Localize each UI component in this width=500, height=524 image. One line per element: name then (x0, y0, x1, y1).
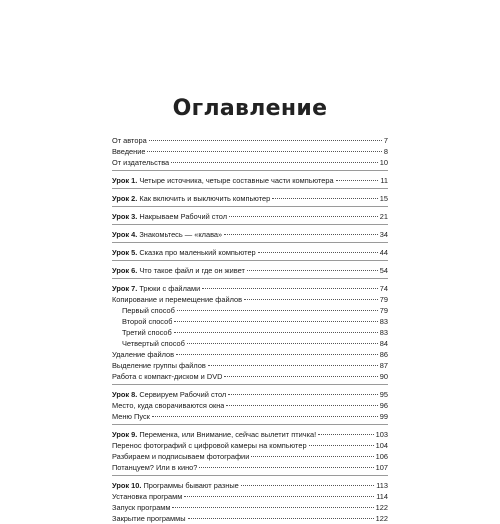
dot-leader (202, 288, 378, 289)
toc-entry (112, 229, 388, 240)
toc-entry (112, 338, 388, 349)
toc-page-number: 84 (379, 339, 388, 348)
toc-entry-text: Знакомьтесь — «клава» (139, 230, 223, 239)
dot-leader (309, 445, 374, 446)
toc-page-number: 83 (379, 328, 388, 337)
dot-leader (241, 485, 374, 486)
toc-entry-text: Запуск программ (112, 503, 171, 512)
section-divider (112, 170, 388, 173)
toc-entry-label (112, 440, 307, 451)
toc-entry-text: Меню Пуск (112, 412, 150, 421)
toc-entry-label (112, 462, 197, 473)
toc-entry-text: Трюки с файлами (139, 284, 201, 293)
toc-entry-label (112, 400, 224, 411)
toc-entry-text: Как включить и выключить компьютер (139, 194, 271, 203)
dot-leader (208, 365, 378, 366)
toc-entry-label (112, 294, 242, 305)
dot-leader (184, 496, 374, 497)
toc-entry (112, 371, 388, 382)
toc-entry (112, 491, 388, 502)
toc-entry-label (112, 389, 226, 400)
lesson-number: Урок 7. (112, 284, 138, 293)
dot-leader (149, 140, 382, 141)
lesson-number: Урок 1. (112, 176, 138, 185)
page-title: Оглавление (172, 96, 328, 121)
section-divider (112, 224, 388, 227)
toc-entry-text: Сказка про маленький компьютер (139, 248, 256, 257)
toc-entry (112, 294, 388, 305)
toc-entry (112, 193, 388, 204)
toc-entry-label (112, 146, 145, 157)
section-divider (112, 206, 388, 209)
toc-page-number: 11 (380, 176, 388, 185)
toc-entry-text: Работа с компакт-диском и DVD (112, 372, 223, 381)
toc-page-number: 44 (379, 248, 388, 257)
toc-entry-label (112, 193, 270, 204)
toc-page-number: 106 (375, 452, 388, 461)
toc-entry (112, 135, 388, 146)
lesson-number: Урок 3. (112, 212, 138, 221)
toc-entry-label (122, 327, 172, 338)
toc-entry-text: Копирование и перемещение файлов (112, 295, 243, 304)
toc-entry (112, 389, 388, 400)
dot-leader (247, 270, 378, 271)
toc-page-number: 90 (379, 372, 388, 381)
toc-page-number: 74 (379, 284, 388, 293)
toc-entry-text: Сервируем Рабочий стол (139, 390, 227, 399)
toc-page-number: 104 (375, 441, 388, 450)
dot-leader (228, 394, 378, 395)
toc-entry-text: Что такое файл и где он живет (139, 266, 245, 275)
toc-entry-text: Второй способ (122, 317, 173, 326)
dot-leader (188, 518, 374, 519)
dot-leader (244, 299, 378, 300)
toc-entry (112, 502, 388, 513)
toc-entry-text: Выделение группы файлов (112, 361, 206, 370)
lesson-number: Урок 10. (112, 481, 142, 490)
toc-entry-label (112, 211, 227, 222)
toc-entry (112, 462, 388, 473)
toc-page-number: 103 (375, 430, 388, 439)
dot-leader (176, 354, 378, 355)
toc-page-number: 122 (375, 503, 388, 512)
dot-leader (272, 198, 378, 199)
toc-entry (112, 349, 388, 360)
section-divider (112, 188, 388, 191)
dot-leader (174, 332, 378, 333)
toc-entry-label (112, 502, 170, 513)
toc-entry-label (112, 371, 222, 382)
toc-entry-text: Переменка, или Внимание, сейчас вылетит птичка! (139, 430, 317, 439)
toc-entry-label (112, 157, 169, 168)
section-divider (112, 242, 388, 245)
lesson-number: Урок 4. (112, 230, 138, 239)
dot-leader (224, 234, 378, 235)
toc-entry-text: Перенос фотографий с цифровой камеры на компьютер (112, 441, 307, 450)
dot-leader (251, 456, 373, 457)
dot-leader (199, 467, 373, 468)
toc-entry-label (112, 491, 182, 502)
toc-page-number: 15 (379, 194, 388, 203)
toc-entry (112, 480, 388, 491)
toc-page-number: 113 (376, 481, 388, 490)
toc-page-number: 95 (379, 390, 388, 399)
toc-entry-text: Накрываем Рабочий стол (139, 212, 228, 221)
toc-entry-text: От автора (112, 136, 147, 145)
toc-page-number: 21 (379, 212, 388, 221)
toc-page-number: 10 (379, 158, 388, 167)
dot-leader (226, 405, 377, 406)
toc-entry-label (112, 349, 174, 360)
toc-entry-text: Установка программ (112, 492, 183, 501)
toc-page-number: 114 (376, 492, 388, 501)
toc-entry-label (112, 480, 239, 491)
toc-entry (112, 327, 388, 338)
toc-page-number: 96 (379, 401, 388, 410)
lesson-number: Урок 9. (112, 430, 138, 439)
toc-entry (112, 513, 388, 524)
toc-entry (112, 411, 388, 422)
toc-page-number: 83 (379, 317, 388, 326)
lesson-number: Урок 2. (112, 194, 138, 203)
toc-entry (112, 146, 388, 157)
section-divider (112, 475, 388, 478)
toc-entry (112, 316, 388, 327)
dot-leader (172, 507, 373, 508)
toc-entry (112, 175, 388, 186)
section-divider (112, 424, 388, 427)
toc-page-number: 79 (379, 306, 388, 315)
toc-entry-text: Четыре источника, четыре составные части компьютера (139, 176, 334, 185)
toc-page-number: 99 (379, 412, 388, 421)
dot-leader (147, 151, 381, 152)
toc-entry (112, 400, 388, 411)
toc-entry (112, 451, 388, 462)
toc-entry (112, 429, 388, 440)
toc-entry-text: Удаление файлов (112, 350, 175, 359)
toc-entry-label (112, 360, 206, 371)
dot-leader (258, 252, 378, 253)
toc-entry-label (112, 411, 150, 422)
toc-entry-text: Место, куда сворачиваются окна (112, 401, 225, 410)
toc-entry (112, 440, 388, 451)
toc-entry-text: Потанцуем? Или в кино? (112, 463, 198, 472)
toc-page-number: 79 (379, 295, 388, 304)
dot-leader (174, 321, 377, 322)
dot-leader (187, 343, 378, 344)
toc-entry-label (122, 338, 185, 349)
toc-entry-text: Введение (112, 147, 146, 156)
lesson-number: Урок 6. (112, 266, 138, 275)
dot-leader (152, 416, 378, 417)
toc-entry-text: Четвертый способ (122, 339, 185, 348)
toc-page-number: 107 (375, 463, 388, 472)
toc-entry (112, 283, 388, 294)
lesson-number: Урок 5. (112, 248, 138, 257)
toc-entry (112, 265, 388, 276)
toc-entry-label (112, 513, 186, 524)
toc-entry-label (112, 451, 249, 462)
toc-entry-label (122, 316, 172, 327)
toc-entry-text: Закрытие программы (112, 514, 186, 523)
toc-page-number: 122 (375, 514, 388, 523)
toc-page-number: 7 (383, 136, 388, 145)
toc-entry-text: Первый способ (122, 306, 175, 315)
toc-entry-label (122, 305, 175, 316)
toc-entry-text: Третий способ (122, 328, 172, 337)
toc-page-number: 86 (379, 350, 388, 359)
dot-leader (318, 434, 373, 435)
toc-entry-label (112, 283, 200, 294)
dot-leader (224, 376, 377, 377)
section-divider (112, 260, 388, 263)
dot-leader (336, 180, 379, 181)
toc-entry-label (112, 429, 316, 440)
toc-entry-label (112, 265, 245, 276)
toc-entry-text: Программы бывают разные (143, 481, 239, 490)
toc-page-number: 87 (379, 361, 388, 370)
toc-entry (112, 247, 388, 258)
toc-entry-label (112, 229, 222, 240)
toc-page-number: 34 (379, 230, 388, 239)
section-divider (112, 278, 388, 281)
toc-entry-label (112, 135, 147, 146)
dot-leader (177, 310, 378, 311)
toc-page-number: 54 (379, 266, 388, 275)
dot-leader (229, 216, 378, 217)
toc-entry (112, 360, 388, 371)
dot-leader (171, 162, 378, 163)
toc-entry-text: От издательства (112, 158, 170, 167)
toc-page-number: 8 (383, 147, 388, 156)
lesson-number: Урок 8. (112, 390, 138, 399)
table-of-contents (112, 135, 388, 524)
toc-entry-text: Разбираем и подписываем фотографии (112, 452, 250, 461)
section-divider (112, 384, 388, 387)
toc-entry (112, 211, 388, 222)
toc-entry (112, 157, 388, 168)
toc-entry (112, 305, 388, 316)
toc-entry-label (112, 175, 334, 186)
toc-entry-label (112, 247, 256, 258)
